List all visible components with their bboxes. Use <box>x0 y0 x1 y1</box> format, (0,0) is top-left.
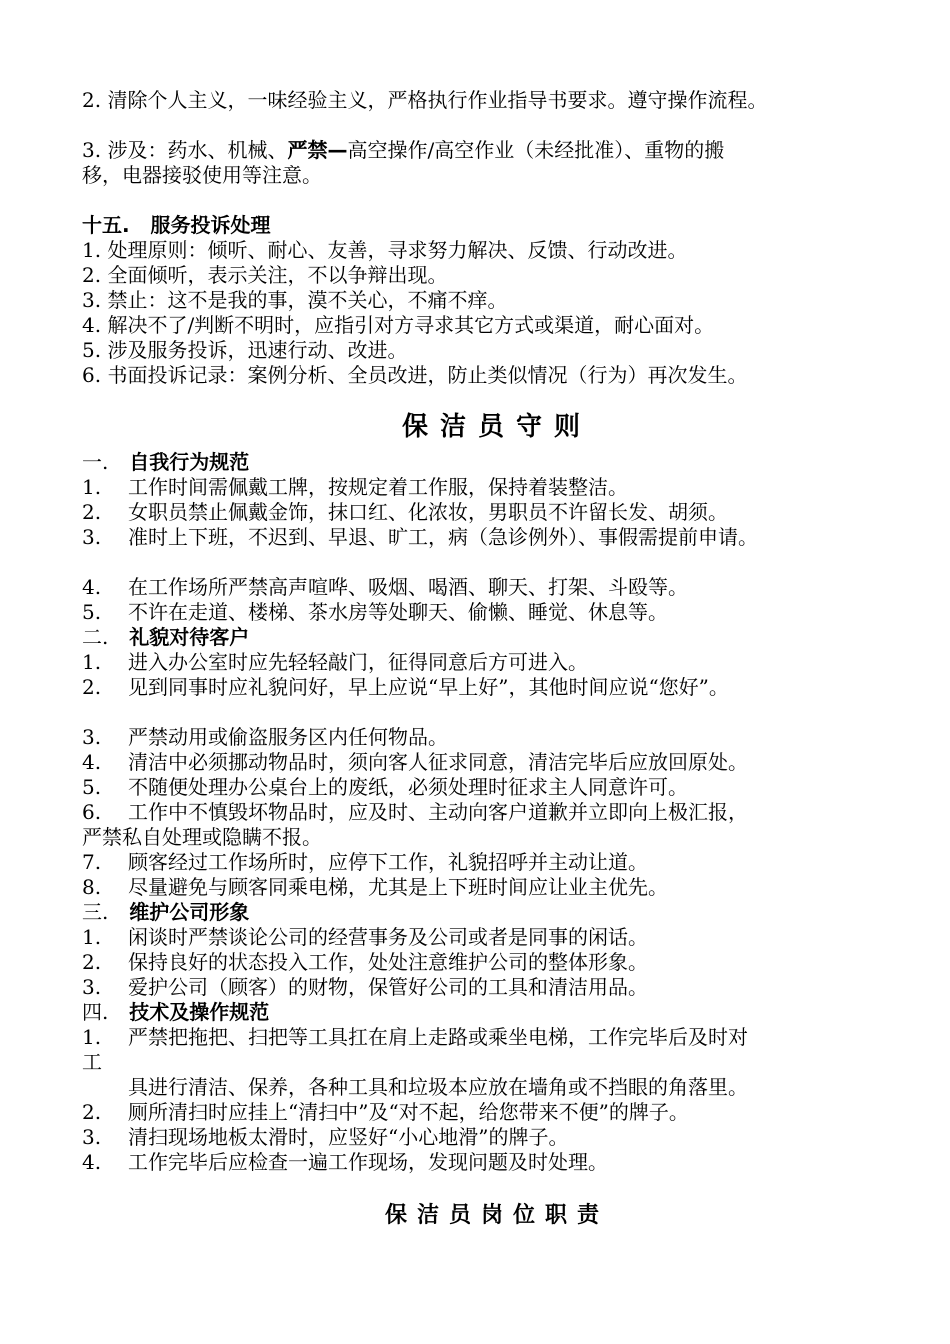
list-item-text: 工作时间需佩戴工牌，按规定着工作服，保持着装整洁。 <box>128 475 628 499</box>
list-item-text: 见到同事时应礼貌问好，早上应说“早上好”，其他时间应说“您好”。 <box>128 675 729 699</box>
list-item-number: 5. <box>82 775 102 799</box>
list-item <box>82 725 912 750</box>
list-item-text: 女职员禁止佩戴金饰，抹口红、化浓妆，男职员不许留长发、胡须。 <box>128 500 728 524</box>
list-item-text: 不许在走道、楼梯、茶水房等处聊天、偷懒、睡觉、休息等。 <box>128 600 668 624</box>
list-item-continuation: 工 <box>82 1050 102 1074</box>
list-item <box>82 775 912 800</box>
complaints-heading-number: 十五. <box>82 213 130 237</box>
list-item <box>82 650 912 675</box>
document-page <box>82 88 912 1231</box>
complaints-item: 5. 涉及服务投诉，迅速行动、改进。 <box>82 338 408 362</box>
list-item-number: 3. <box>82 1125 102 1149</box>
paragraph-item-3-part-a: 3. 涉及：药水、机械、 <box>82 138 288 162</box>
list-item-number: 6. <box>82 800 102 824</box>
section-heading-2 <box>82 625 912 650</box>
section-heading-3 <box>82 900 912 925</box>
list-item <box>82 525 912 550</box>
list-item-text: 清扫现场地板太滑时，应竖好“小心地滑”的牌子。 <box>128 1125 569 1149</box>
section-title: 技术及操作规范 <box>129 1000 270 1024</box>
paragraph-item-3-emphasis: 严禁— <box>287 138 348 162</box>
paragraph-item-2: 2. 清除个人主义，一味经验主义，严格执行作业指导书要求。遵守操作流程。 <box>82 88 768 112</box>
complaints-item: 4. 解决不了/判断不明时，应指引对方寻求其它方式或渠道，耐心面对。 <box>82 313 715 337</box>
list-item-number: 7. <box>82 850 102 874</box>
list-item-number: 2. <box>82 500 102 524</box>
section-title: 礼貌对待客户 <box>129 625 250 649</box>
list-item-text: 清洁中必须挪动物品时，须向客人征求同意，清洁完毕后应放回原处。 <box>128 750 748 774</box>
list-item-number: 4. <box>82 1150 102 1174</box>
list-item-text: 在工作场所严禁高声喧哗、吸烟、喝酒、聊天、打架、斗殴等。 <box>128 575 688 599</box>
list-item-text: 爱护公司（顾客）的财物，保管好公司的工具和清洁用品。 <box>128 975 648 999</box>
list-item-number: 3. <box>82 725 102 749</box>
list-item-number: 1. <box>82 650 102 674</box>
list-item-text: 严禁动用或偷盗服务区内任何物品。 <box>128 725 448 749</box>
section-number: 三. <box>82 900 109 924</box>
list-item <box>82 1025 912 1050</box>
complaints-item: 2. 全面倾听，表示关注，不以争辩出现。 <box>82 263 448 287</box>
rules-title: 保洁员守则 <box>401 412 592 442</box>
list-item-text: 不随便处理办公桌台上的废纸，必须处理时征求主人同意许可。 <box>128 775 688 799</box>
list-item <box>82 975 912 1000</box>
list-item <box>82 1150 912 1175</box>
list-item-text: 工作完毕后应检查一遍工作现场，发现问题及时处理。 <box>128 1150 608 1174</box>
list-item-text: 保持良好的状态投入工作，处处注意维护公司的整体形象。 <box>128 950 648 974</box>
section-heading-1 <box>82 450 912 475</box>
list-item-number: 4. <box>82 575 102 599</box>
list-item-text: 工作中不慎毁坏物品时，应及时、主动向客户道歉并立即向上极汇报， <box>128 800 748 824</box>
list-item-text: 尽量避免与顾客同乘电梯，尤其是上下班时间应让业主优先。 <box>128 875 668 899</box>
list-item-number: 1. <box>82 925 102 949</box>
list-item-number: 3. <box>82 975 102 999</box>
list-item-text: 闲谈时严禁谈论公司的经营事务及公司或者是同事的闲话。 <box>128 925 648 949</box>
paragraph-item-3-part-c: 高空操作/高空作业（未经批准）、重物的搬 <box>347 138 725 162</box>
list-item-number: 5. <box>82 600 102 624</box>
section-number: 二. <box>82 625 109 649</box>
section-number: 一. <box>82 450 109 474</box>
list-item-continuation: 具进行清洁、保养，各种工具和垃圾本应放在墙角或不挡眼的角落里。 <box>128 1075 748 1099</box>
list-item <box>82 1125 912 1150</box>
list-item <box>82 925 912 950</box>
list-item <box>82 800 912 825</box>
complaints-item: 3. 禁止：这不是我的事，漠不关心，不痛不痒。 <box>82 288 508 312</box>
list-item-text: 进入办公室时应先轻轻敲门，征得同意后方可进入。 <box>128 650 588 674</box>
section-heading-4 <box>82 1000 912 1025</box>
list-item <box>82 500 912 525</box>
paragraph-item-3-continuation: 移，电器接驳使用等注意。 <box>82 163 322 187</box>
complaints-item: 6. 书面投诉记录：案例分析、全员改进，防止类似情况（行为）再次发生。 <box>82 363 748 387</box>
list-item-number: 3. <box>82 525 102 549</box>
list-item-continuation: 严禁私自处理或隐瞒不报。 <box>82 825 322 849</box>
list-item <box>82 875 912 900</box>
section-title: 自我行为规范 <box>129 450 250 474</box>
section-number: 四. <box>82 1000 109 1024</box>
list-item <box>82 1100 912 1125</box>
complaints-heading-title: 服务投诉处理 <box>150 213 271 237</box>
list-item-text: 厕所清扫时应挂上“清扫中”及“对不起，给您带来不便”的牌子。 <box>128 1100 689 1124</box>
duties-title: 保洁员岗位职责 <box>384 1203 609 1228</box>
list-item <box>82 950 912 975</box>
list-item-number: 4. <box>82 750 102 774</box>
list-item <box>82 575 912 600</box>
list-item-text: 准时上下班，不迟到、早退、旷工，病（急诊例外）、事假需提前申请。 <box>128 525 758 549</box>
paragraph-item-3 <box>82 138 912 163</box>
list-item <box>82 475 912 500</box>
complaints-item: 1. 处理原则：倾听、耐心、友善，寻求努力解决、反馈、行动改进。 <box>82 238 688 262</box>
list-item-number: 2. <box>82 675 102 699</box>
list-item <box>82 600 912 625</box>
list-item-text: 严禁把拖把、扫把等工具扛在肩上走路或乘坐电梯，工作完毕后及时对 <box>128 1025 748 1049</box>
list-item-number: 8. <box>82 875 102 899</box>
list-item-text: 顾客经过工作场所时，应停下工作，礼貌招呼并主动让道。 <box>128 850 648 874</box>
list-item <box>82 750 912 775</box>
list-item-number: 1. <box>82 475 102 499</box>
list-item-number: 2. <box>82 1100 102 1124</box>
complaints-heading <box>82 213 912 238</box>
list-item <box>82 675 912 700</box>
list-item-number: 1. <box>82 1025 102 1049</box>
list-item <box>82 850 912 875</box>
section-title: 维护公司形象 <box>129 900 250 924</box>
list-item-number: 2. <box>82 950 102 974</box>
